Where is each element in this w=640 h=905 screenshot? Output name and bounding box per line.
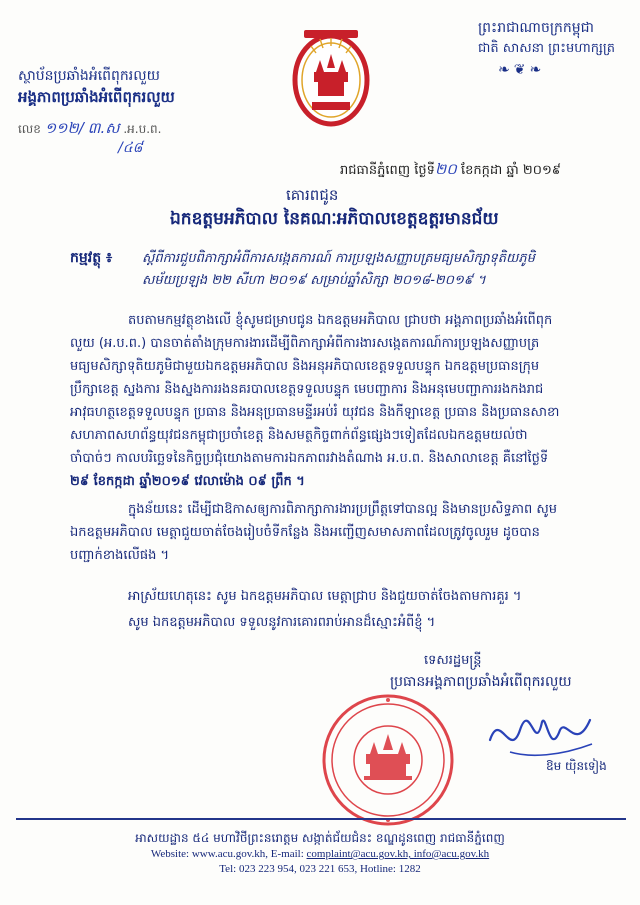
email-info-link[interactable]: info@acu.gov.kh <box>410 848 490 860</box>
email-complaint-link[interactable]: complaint@acu.gov.kh, <box>306 848 411 860</box>
tel-label: Tel: <box>219 863 239 875</box>
body-p1-line: សហភាពសហព័ន្ធយុវជនកម្ពុជាប្រចាំខេត្ត និងសមត្ថកិច្ចពាក់ព័ន្ធផ្សេងៗទៀតដែលឯកឧត្តមយល់ថា <box>70 428 528 443</box>
body-p1-line: មធ្យមសិក្សាទុតិយភូមិជាមួយឯកឧត្តមអភិបាល និងអនុអភិបាលខេត្តទទួលបន្ទុក ឯកឧត្តមប្រធានក្រុម <box>70 359 540 374</box>
email-label: E-mail: <box>268 848 307 860</box>
reference-sub: /៤៨ <box>118 140 143 156</box>
hotline-label: Hotline: <box>357 863 399 875</box>
hotline-number: 1282 <box>398 863 421 875</box>
website-label: Website: <box>150 848 192 860</box>
footer-contacts <box>0 848 640 860</box>
official-seal-icon <box>318 690 458 830</box>
body-p3-line: អាស្រ័យហេតុនេះ សូម ឯកឧត្តមអភិបាល មេត្តាជ្រាប និងជួយចាត់ចែងតាមការគួរ ។ <box>128 589 522 604</box>
footer-divider <box>16 818 626 820</box>
signer-title: ទេសរដ្ឋមន្ត្រី <box>424 653 482 668</box>
body-p2-line: ក្នុងន័យនេះ ដើម្បីជាឱកាសឲ្យការពិភាក្សាការងារប្រព្រឹត្តទៅបានល្អ និងមានប្រសិទ្ធភាព សូម <box>128 502 557 517</box>
tel-numbers: 023 223 954, 023 221 653, <box>238 863 358 875</box>
motto-ornament: ❧❦❧ <box>498 62 546 78</box>
ref-mid: ៣.ស <box>87 119 120 137</box>
subject-label: កម្មវត្ថុ ៖ <box>70 250 113 266</box>
ref-number: ១១២/ <box>44 119 84 137</box>
website-link[interactable]: www.acu.gov.kh, <box>191 848 269 860</box>
footer-address: អាសយដ្ឋាន ៥៤ មហាវិថីព្រះនរោត្តម សង្កាត់ជ័យជំនះ ខណ្ឌដូនពេញ រាជធានីភ្នំពេញ <box>135 831 505 845</box>
respect-line: គោរពជូន <box>286 186 339 204</box>
signer-position: ប្រធានអង្គភាពប្រឆាំងអំពើពុករលួយ <box>390 674 572 690</box>
body-p1-line: ប្រឹក្សាខេត្ត ស្នងការ និងស្នងការរងនគរបាលខេត្តទទួលបន្ទុក មេបញ្ជាការ និងអនុមេបញ្ជាការរងកងរាជ <box>70 382 544 397</box>
footer-phone <box>0 863 640 875</box>
acu-emblem-icon <box>290 24 372 128</box>
body-p2-line: ឯកឧត្តមអភិបាល មេត្តាជួយចាត់ចែងរៀបចំទីកន្លែង និងអញ្ជើញសមាសភាពដែលត្រូវចូលរួម ដូចបាន <box>70 525 540 540</box>
body-p2-line: បញ្ជាក់ខាងលើផង ។ <box>70 548 170 563</box>
recipient: ឯកឧត្តមអភិបាល នៃគណៈអភិបាលខេត្តឧត្តរមានជ័យ <box>170 209 499 229</box>
ref-suffix: .អ.ប.ព. <box>123 122 162 136</box>
institution-line-1: ស្ថាប័នប្រឆាំងអំពើពុករលួយ <box>18 68 160 84</box>
institution-line-2: អង្គភាពប្រឆាំងអំពើពុករលួយ <box>18 88 175 106</box>
ref-prefix: លេខ <box>18 122 41 136</box>
body-p1-line: លួយ (អ.ប.ព.) បានចាត់តាំងក្រុមការងារដើម្បីពិភាក្សាអំពីការងារសង្កេតការណ៍ការប្រឡងសញ្ញាបត្រ <box>70 336 540 351</box>
signer-name: ឱម យ៉ិនទៀង <box>546 759 607 773</box>
subject-line-2: សម័យប្រឡង ២២ សីហា ២០១៩ សម្រាប់ឆ្នាំសិក្សា ២០១៨-២០១៩ ។ <box>142 273 486 288</box>
national-motto: ជាតិ សាសនា ព្រះមហាក្សត្រ <box>478 41 615 56</box>
date-suffix: ខែកក្កដា ឆ្នាំ ២០១៩ <box>456 163 562 178</box>
date-day: ២០ <box>434 160 457 178</box>
body-p1-line: ២៩ ខែកក្កដា ឆ្នាំ២០១៩ វេលាម៉ោង ០៩ ព្រឹក ។ <box>70 474 305 489</box>
subject-line-1: ស្តីពីការជួបពិភាក្សាអំពីការសង្កេតការណ៍ ការប្រឡងសញ្ញាបត្រមធ្យមសិក្សាទុតិយភូមិ <box>142 251 535 266</box>
body-p1-line: តបតាមកម្មវត្ថុខាងលើ ខ្ញុំសូមជម្រាបជូន ឯកឧត្តមអភិបាល ជ្រាបថា អង្គភាពប្រឆាំងអំពើពុក <box>128 313 553 328</box>
date-line <box>340 160 561 182</box>
body-p1-line: អាវុធហត្ថខេត្តទទួលបន្ទុក ប្រធាន និងអនុប្រធានមន្ទីរអប់រំ យុវជន និងកីឡាខេត្ត ប្រធាន និងប្រធានសាខា <box>70 405 560 420</box>
kingdom-title: ព្រះរាជាណាចក្រកម្ពុជា <box>478 20 595 36</box>
body-p1-line: ចាំបាច់ៗ កាលបរិច្ឆេទនៃកិច្ចប្រជុំយោងតាមការឯកភាពរវាងតំណាង អ.ប.ព. និងសាលាខេត្ត គឺនៅថ្ងៃទី <box>70 451 549 466</box>
date-prefix: រាជធានីភ្នំពេញ ថ្ងៃទី <box>340 163 435 178</box>
body-p3-line: សូម ឯកឧត្តមអភិបាល ទទួលនូវការគោរពរាប់អានដ៏ស្មោះអំពីខ្ញុំ ។ <box>128 615 436 630</box>
